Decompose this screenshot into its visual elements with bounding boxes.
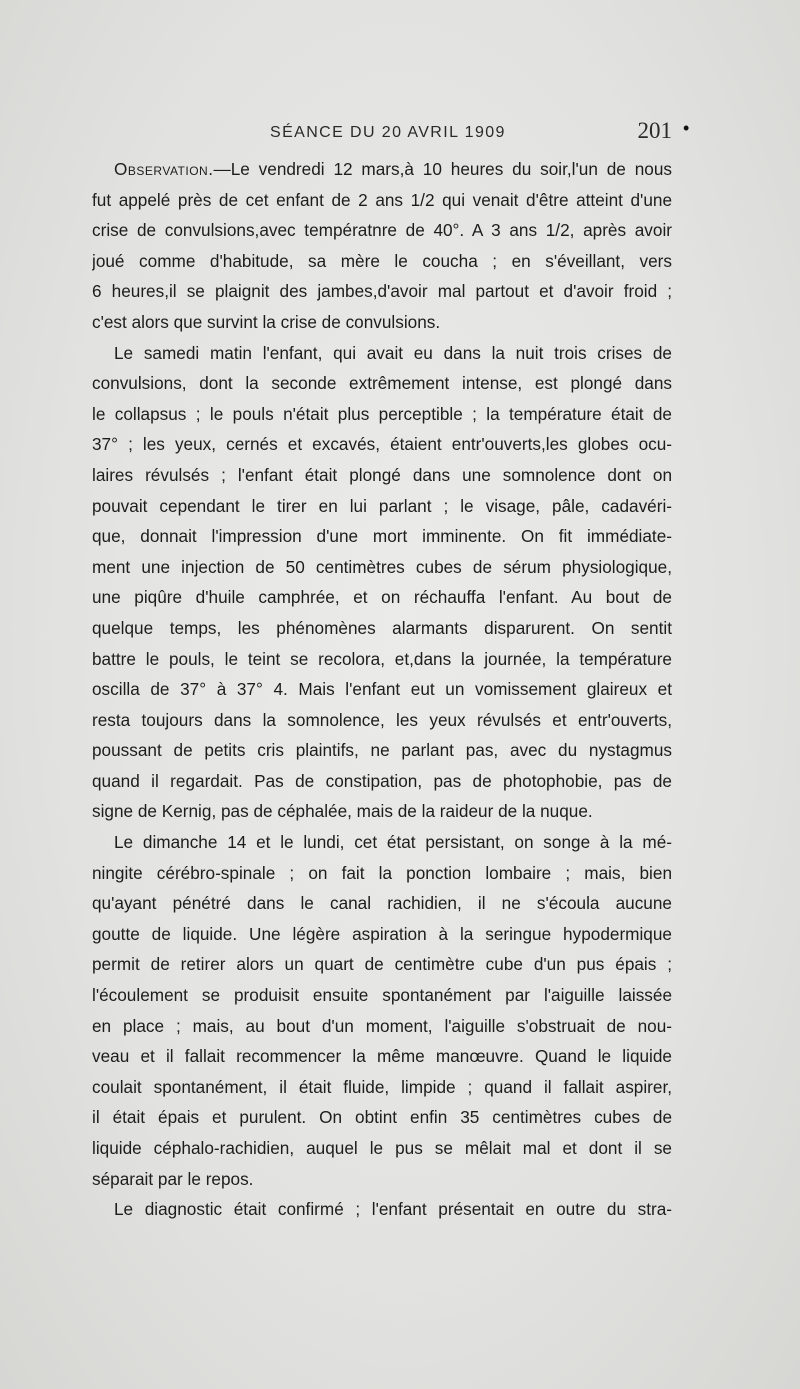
text-line: joué comme d'habitude, sa mère le coucha ; en s'éveillant, vers [92,250,672,271]
text-line: quelque temps, les phénomènes alarmants disparurent. On sentit [92,617,672,638]
text-line: battre le pouls, le teint se recolora, et,dans la journée, la température [92,648,672,669]
text-line: Le diagnostic était confirmé ; l'enfant présentait en outre du stra- [114,1199,672,1220]
text-line: Le dimanche 14 et le lundi, cet état persistant, on songe à la mé- [114,832,672,853]
text-line: une piqûre d'huile camphrée, et on réchauffa l'enfant. Au bout de [92,587,672,608]
text-line: liquide céphalo-rachidien, auquel le pus se mêlait mal et dont il se [92,1138,672,1158]
text-line: séparait par le repos. [92,1168,254,1189]
page-header [92,118,672,148]
text-line: oscilla de 37° à 37° 4. Mais l'enfant eut un vomissement glaireux et [92,679,672,700]
text-line: pouvait cependant le tirer en lui parlant ; le visage, pâle, cadavéri- [92,495,672,516]
text-line: il était épais et purulent. On obtint enfin 35 centimètres cubes de [92,1107,672,1128]
text-line: Observation.—Le vendredi 12 mars,à 10 heures du soir,l'un de nous [114,159,672,179]
text-line: quand il regardait. Pas de constipation, pas de photophobie, pas de [92,770,672,791]
page-number: 201 [637,118,672,143]
text-line: permit de retirer alors un quart de centimètre cube d'un pus épais ; [92,954,672,975]
text-line: en place ; mais, au bout d'un moment, l'aiguille s'obstruait de nou- [92,1015,672,1036]
text-line: poussant de petits cris plaintifs, ne parlant pas, avec du nystagmus [92,740,672,761]
text-line: coulait spontanément, il était fluide, limpide ; quand il fallait aspirer, [92,1076,672,1097]
text-line: laires révulsés ; l'enfant était plongé dans une somnolence dont on [92,464,672,485]
text-line: crise de convulsions,avec températnre de 40°. A 3 ans 1/2, après avoir [92,220,672,241]
text-line: qu'ayant pénétré dans le canal rachidien, il ne s'écoula aucune [92,893,672,914]
observation-heading: Observation. [114,159,214,179]
text-line: le collapsus ; le pouls n'était plus perceptible ; la température était de [92,403,672,424]
text-line: que, donnait l'impression d'une mort imminente. On fit immédiate- [92,526,672,547]
text-line: veau et il fallait recommencer la même manœuvre. Quand le liquide [92,1046,672,1067]
text-line: goutte de liquide. Une légère aspiration à la seringue hypodermique [92,923,672,944]
text-line: convulsions, dont la seconde extrêmement intense, est plongé dans [92,373,672,394]
text-line: signe de Kernig, pas de céphalée, mais de la raideur de la nuque. [92,801,593,822]
text-line: resta toujours dans la somnolence, les yeux révulsés et entr'ouverts, [92,709,672,730]
margin-mark: • [683,118,690,138]
text-line: fut appelé près de cet enfant de 2 ans 1/2 qui venait d'être atteint d'une [92,189,672,210]
text-line: ment une injection de 50 centimètres cubes de sérum physiologique, [92,556,672,577]
text-line: 37° ; les yeux, cernés et excavés, étaient entr'ouverts,les globes ocu- [92,434,672,455]
text-line: c'est alors que survint la crise de convulsions. [92,311,441,332]
body-text [92,154,672,1225]
text-line: 6 heures,il se plaignit des jambes,d'avoir mal partout et d'avoir froid ; [92,281,672,302]
text-line: Le samedi matin l'enfant, qui avait eu dans la nuit trois crises de [114,342,672,363]
running-title: SÉANCE DU 20 AVRIL 1909 [270,124,506,141]
text-line: l'écoulement se produisit ensuite spontanément par l'aiguille laissée [92,985,672,1006]
text-line: ningite cérébro-spinale ; on fait la ponction lombaire ; mais, bien [92,862,672,883]
